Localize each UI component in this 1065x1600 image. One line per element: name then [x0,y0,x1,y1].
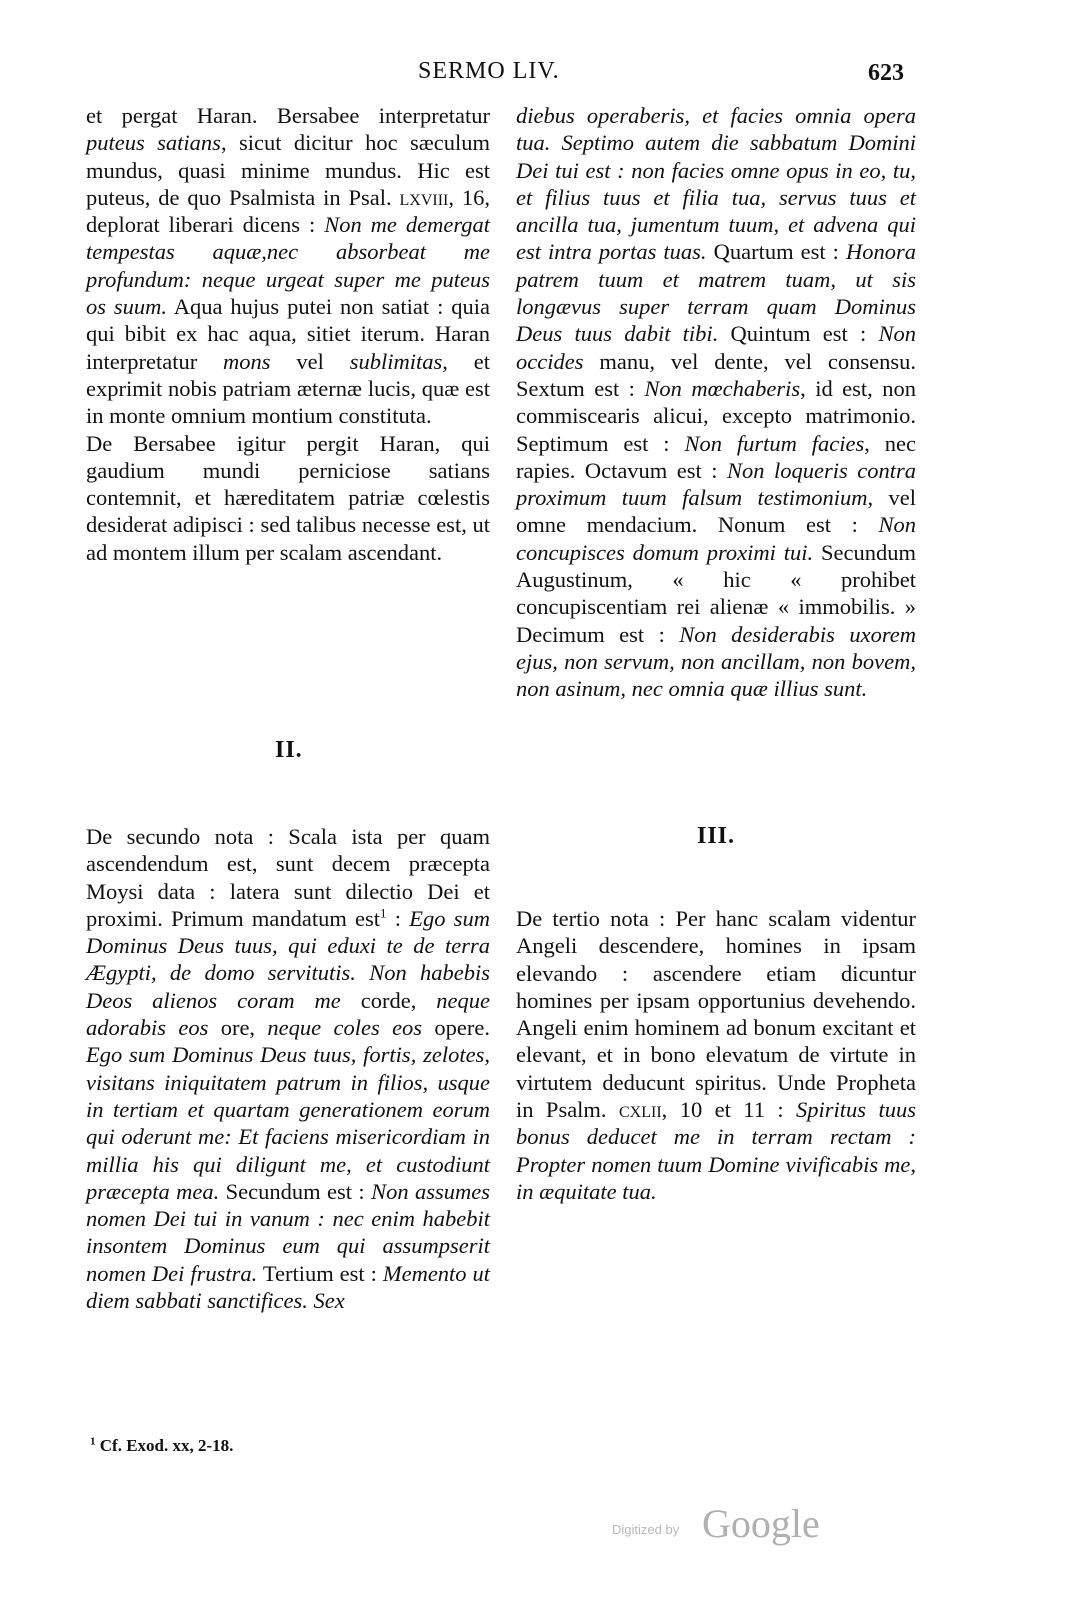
page-number: 623 [868,60,904,86]
running-header [0,58,1065,94]
text-segment: : [386,905,410,931]
right-column-top-text [516,102,916,703]
italic-text: Non desiderabis uxorem ejus, non servum, non ancillam, non bovem, non asinum, nec omnia quæ illius sunt. [516,621,916,702]
text-segment: manu, vel dente, vel consensu. Sextum est : [516,348,916,401]
italic-text: puteus satians [86,130,221,156]
text-segment: Secundum Augustinum, « hic « prohibet concupiscentiam rei alienæ « immobilis. » Decimum est : [516,539,916,647]
italic-text: Honora patrem tuum et matrem tuam, ut sis longævus super terram quam Dominus Deus tuus dabit tibi. [516,239,916,347]
text-segment: Quartum est : [706,239,846,265]
paragraph [86,823,490,1314]
italic-text: Non mœchaberis [644,375,801,401]
text-segment: et pergat Haran. Bersabee interpretatur [86,103,490,128]
text-segment: Aqua hujus putei non satiat : quia qui bibit ex hac aqua, sitiet iterum. Haran interpretatur [86,294,490,374]
right-column-bottom-text [516,905,916,1205]
text-segment: Tertium est : [257,1260,383,1286]
text-segment: lxviii [399,184,449,210]
text-segment: De secundo nota : Scala ista per quam ascendendum est, sunt decem præcepta Moysi data : latera sunt dilectio Dei et proximi. Primum mandatum est [86,824,490,931]
italic-text: diebus operaberis, et facies omnia opera tua. Septimo autem die sabbatum Domini Dei tui est : non facies omne opus in eo, tu, et filius tuus et filia tua, servus tuus et ancilla tua, jumentum tuum, et advena qui est intra portas tuas. [516,103,916,265]
italic-text: Ego sum Dominus Deus tuus, fortis, zelotes, visitans iniquitatem patrum in filios, usque in tertiam et quartam generationem eorum qui oderunt me: Et faciens misericordiam in millia his qui diligunt me, et custodiunt præcepta mea. [86,1042,490,1204]
paragraph [86,102,490,430]
italic-text: Non loqueris contra proximum tuum falsum testimonium [516,457,916,511]
section-heading-two: II. [275,737,303,763]
italic-text: Memento ut diem sabbati sanctifices. Sex [86,1260,491,1314]
paragraph [516,102,916,703]
text-segment: , 16, deplorat liberari dicens : [86,184,490,238]
italic-text: sublimitas [349,348,443,374]
text-segment: De tertio nota : Per hanc scalam videntur Angeli descendere, homines in ipsam elevando : ascendere etiam dicuntur homines per ipsam opportunius devehendo. Angeli enim hominem ad bonum excitant et elevant, et in bono elevatum de virtute in virtutem deducunt spiritus. Unde Propheta in Psalm. [516,906,916,1123]
text-segment: , sicut dicitur hoc sæculum mundus, quasi minime mundus. Hic est puteus, de quo Psalmista in Psal. [86,130,490,210]
text-segment: , 10 et 11 : [661,1097,797,1123]
text-segment: , id est, non commiscearis alicui, excepto matrimonio. Septimum est : [516,375,916,456]
text-segment: , et exprimit nobis patriam æternæ lucis, quæ est in monte omnium montium constituta. [86,348,490,429]
footnote-marker: 1 [90,1435,96,1448]
text-segment: De Bersabee igitur pergit Haran, qui gaudium mundi perniciose satians contemnit, et hæreditatem patriæ cœlestis desiderat adipisci : sed talibus necesse est, ut ad montem illum per scalam ascendant. [86,430,490,565]
watermark-prefix: Digitized by [612,1522,680,1537]
text-segment: corde, [340,987,437,1013]
text-segment: , nec rapies. Octavum est : [516,430,916,483]
watermark-brand-logo: Google [702,1501,820,1546]
italic-text: Non furtum facies [684,430,865,456]
italic-text: neque adorabis eos [86,987,491,1041]
left-column-top-text [86,102,490,566]
section-heading-three: III. [697,823,736,849]
footnote [90,1436,233,1456]
italic-text: Spiritus tuus bonus deducet me in terram rectam : Propter nomen tuum Domine vivificabis me, in æquitate tua. [516,1097,916,1204]
italic-text: Non assumes nomen Dei tui in vanum : nec enim habebit insontem Dominus eum qui assumpserit nomen Dei frustra. [86,1178,490,1286]
text-segment: vel [270,348,350,374]
italic-text: Non concupisces domum proximi tui. [516,512,916,565]
text-segment: Secundum est : [219,1178,372,1204]
text-segment: Quintum est : [718,321,879,347]
paragraph [516,905,916,1205]
footnote-reference: 1 [380,905,387,921]
italic-text: Ego sum Dominus Deus tuus, qui eduxi te de terra Ægypti, de domo servitutis. Non habebis Deos alienos coram me [86,905,490,1013]
text-segment: , vel omne mendacium. Nonum est : [516,485,916,538]
text-segment: opere. [422,1015,490,1041]
italic-text: Non me demergat tempestas aquæ,nec absorbeat me profundum: neque urgeat super me puteus os suum. [86,212,491,320]
running-title: SERMO LIV. [418,58,560,84]
left-column-bottom-text [86,823,490,1314]
paragraph [86,430,490,566]
text-segment: cxlii [618,1097,662,1123]
footnote-text: Cf. Exod. xx, 2-18. [95,1436,234,1455]
italic-text: mons [223,348,271,374]
italic-text: Non occides [516,321,917,374]
italic-text: neque coles eos [267,1015,423,1041]
text-segment: ore, [208,1015,268,1041]
